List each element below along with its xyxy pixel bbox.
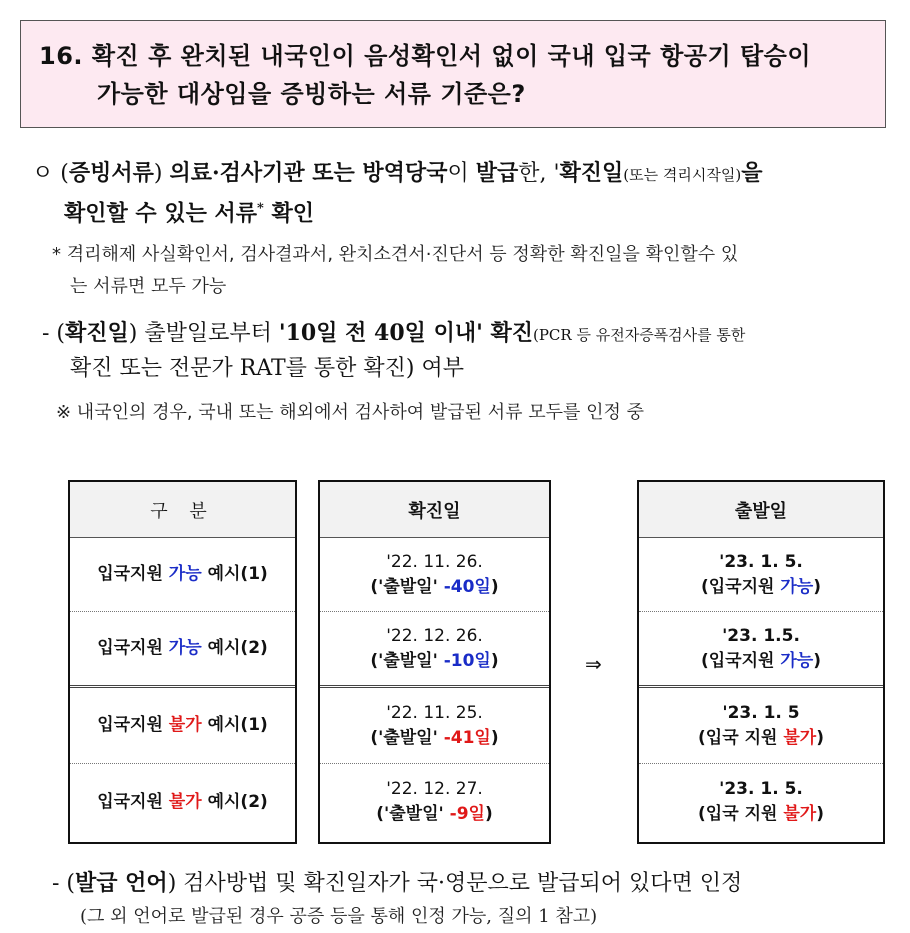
- question-title-line-1: 16. 확진 후 완치된 내국인이 음성확인서 없이 국내 입국 항공기 탑승이: [39, 42, 812, 70]
- departure-date-cell: '23. 1. 5. (입국 지원 불가): [698, 779, 824, 824]
- departure-date-cell: '23. 1. 5. (입국지원 가능): [639, 538, 883, 612]
- confirmation-date-cell: '22. 11. 25. ('출발일' -41일): [320, 688, 549, 764]
- confirmation-date-table: [318, 480, 551, 844]
- arrow-icon: ⇒: [585, 652, 602, 676]
- proof-label: 증빙서류: [68, 160, 154, 186]
- confirmation-date-header: 확진일: [320, 482, 549, 538]
- category-cell: 입국지원 불가 예시(1): [70, 688, 295, 764]
- bullet-marker: ㅇ: [32, 161, 54, 186]
- category-header: 구 분: [70, 482, 295, 538]
- category-cell: 입국지원 가능 예시(2): [70, 612, 295, 688]
- footnote-line-1: * 격리해제 사실확인서, 검사결과서, 완치소견서·진단서 등 정확한 확진일을 확인할수 있: [52, 244, 739, 265]
- question-title-box: [20, 20, 886, 128]
- confirmation-date-paragraph-line-2: 확진 또는 전문가 RAT를 통한 확진) 여부: [70, 356, 464, 381]
- departure-date-table: [637, 480, 885, 844]
- question-title-line-2: 가능한 대상임을 증빙하는 서류 기준은?: [97, 80, 526, 108]
- issuance-language-paragraph: - (발급 언어) 검사방법 및 확진일자가 국·영문으로 발급되어 있다면 인정: [52, 870, 743, 896]
- departure-date-header: 출발일: [639, 482, 883, 538]
- footnote-line-2: 는 서류면 모두 가능: [70, 276, 227, 297]
- category-cell: 입국지원 가능 예시(1): [70, 538, 295, 612]
- confirmation-date-paragraph: - (확진일) 출발일로부터 '10일 전 40일 이내' 확진(PCR 등 유전자증폭검사를 통한: [42, 320, 746, 346]
- departure-date-cell: '23. 1. 5 (입국 지원 불가): [639, 688, 883, 764]
- confirmation-date-cell: '22. 12. 27. ('출발일' -9일): [376, 779, 493, 824]
- category-column-table: [68, 480, 297, 844]
- departure-date-cell: '23. 1.5. (입국지원 가능): [639, 612, 883, 688]
- proof-documents-paragraph: ㅇ (증빙서류) 의료·검사기관 또는 방역당국이 발급한, '확진일(또는 격리시작일)을: [32, 160, 763, 186]
- confirmation-date-cell: '22. 11. 26. ('출발일' -40일): [320, 538, 549, 612]
- category-cell: 입국지원 불가 예시(2): [97, 791, 268, 812]
- confirmation-date-label: 확진일: [65, 320, 129, 346]
- confirmation-date-cell: '22. 12. 26. ('출발일' -10일): [320, 612, 549, 688]
- reference-note: ※ 내국인의 경우, 국내 또는 해외에서 검사하여 발급된 서류 모두를 인정 중: [56, 402, 644, 423]
- issuance-language-note: (그 외 언어로 발급된 경우 공증 등을 통해 인정 가능, 질의 1 참고): [80, 906, 598, 927]
- proof-documents-paragraph-line-2: 확인할 수 있는 서류* 확인: [64, 200, 314, 227]
- issuance-language-label: 발급 언어: [75, 870, 168, 896]
